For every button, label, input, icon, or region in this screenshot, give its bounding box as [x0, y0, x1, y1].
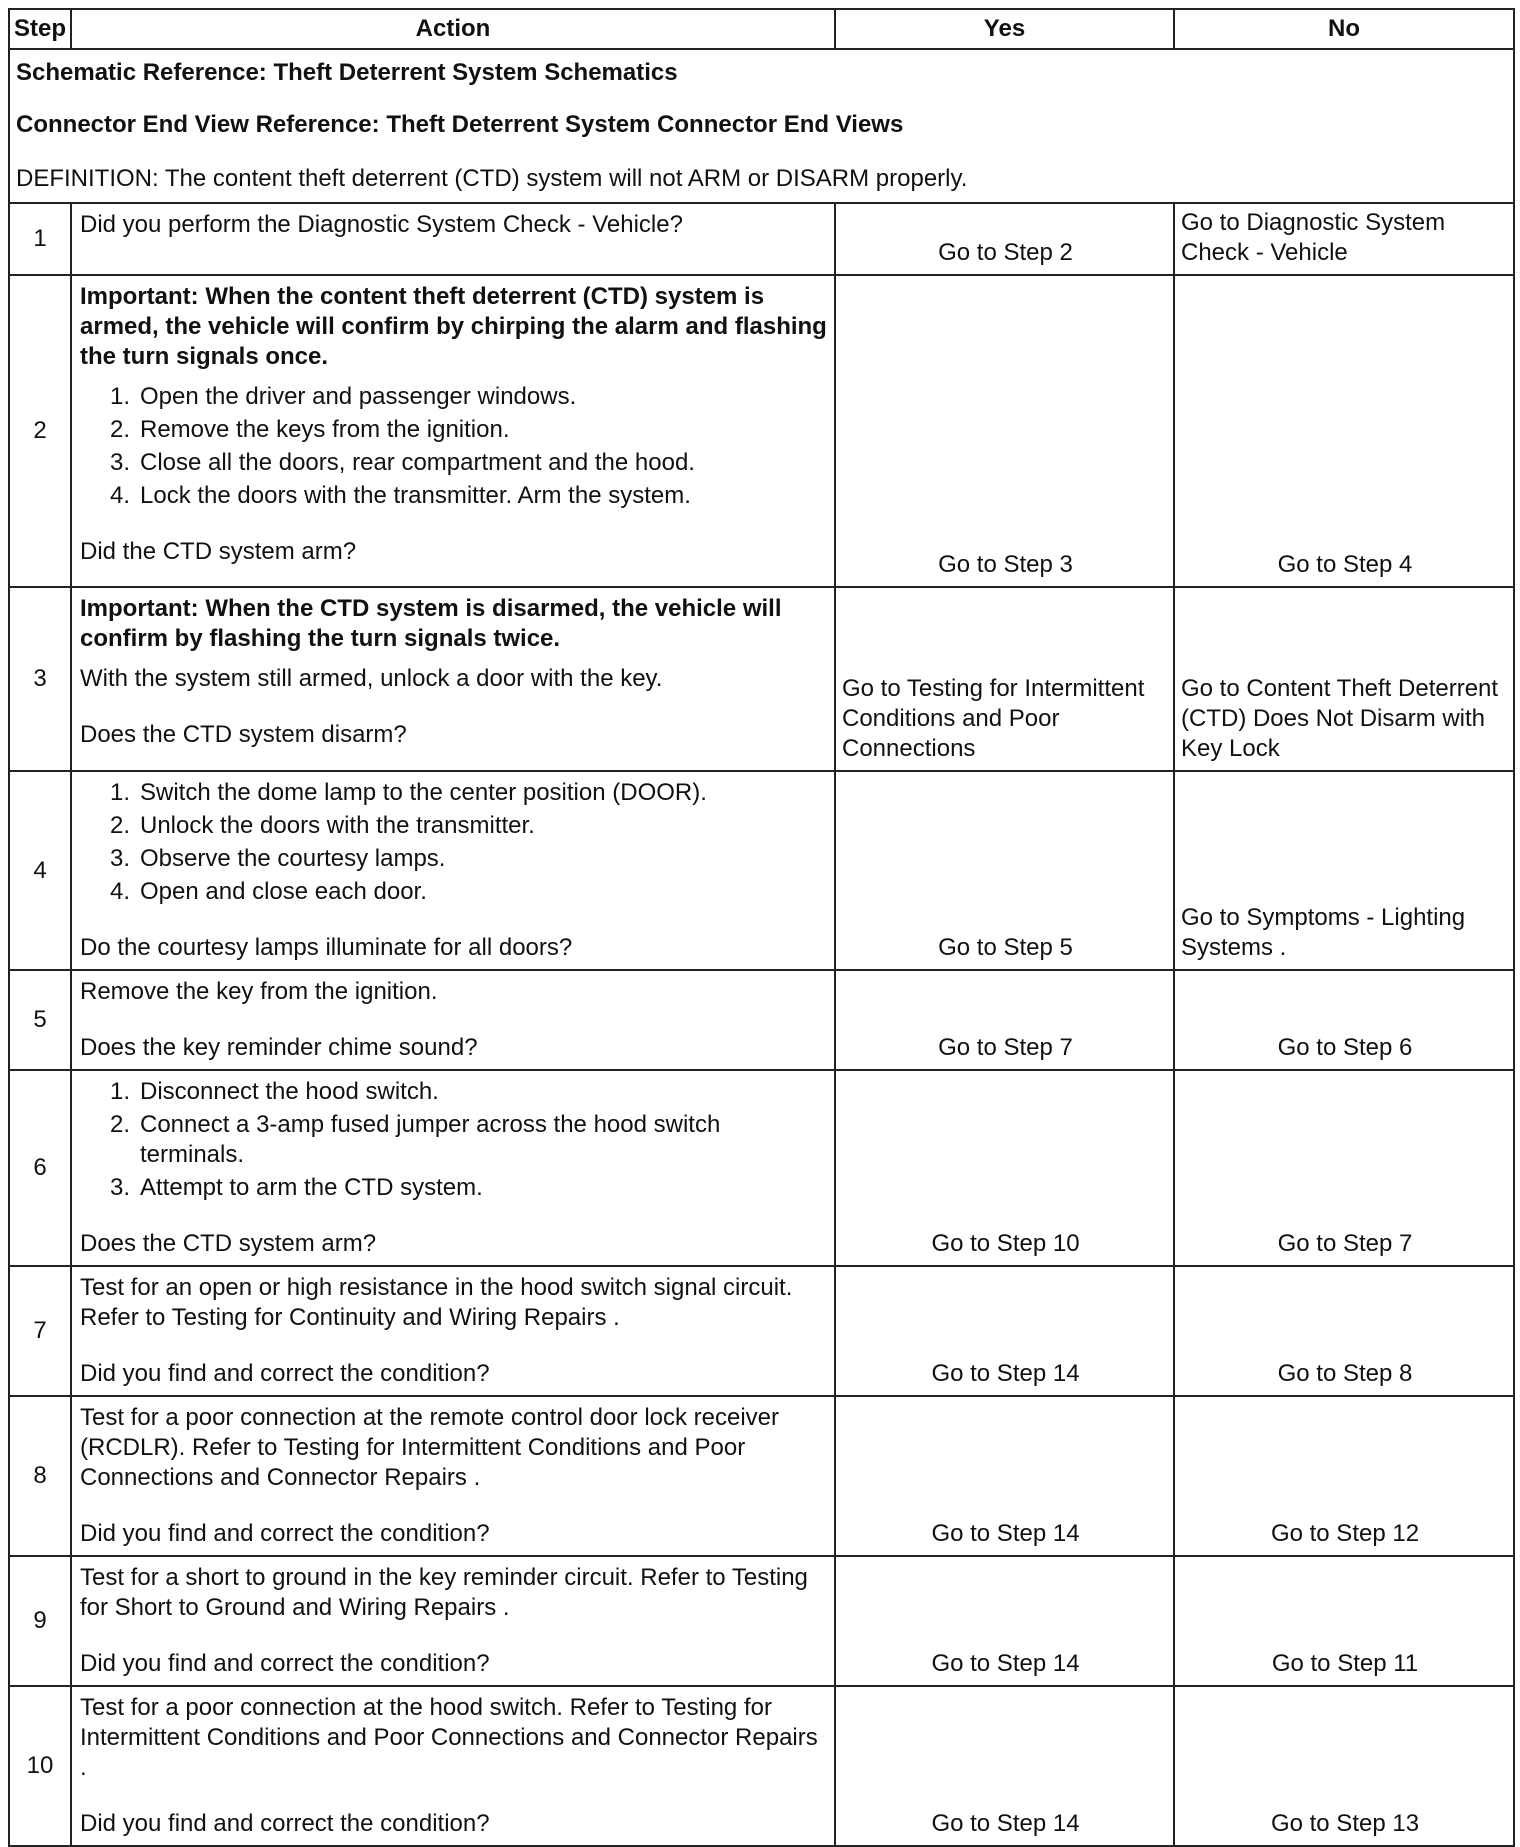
- yes-link[interactable]: Go to Step 7: [938, 1034, 1073, 1061]
- schematic-reference: Schematic Reference: Theft Deterrent System Schematics: [16, 59, 678, 86]
- step-question: Did you find and correct the condition?: [80, 1650, 490, 1677]
- no-link[interactable]: Go to Step 12: [1270, 1520, 1420, 1547]
- step-question: Did you find and correct the condition?: [80, 1520, 490, 1547]
- action-text: Test for a short to ground in the key reminder circuit. Refer to Testing for Short to Ground and Wiring Repairs .: [80, 1564, 808, 1621]
- connector-reference: Connector End View Reference: Theft Deterrent System Connector End Views: [16, 111, 904, 138]
- action-text: Test for a poor connection at the remote control door lock receiver (RCDLR). Refer to Testing for Intermittent Conditions and Poor Connections and Connector Repairs .: [80, 1404, 780, 1491]
- no-cell: [1174, 1686, 1514, 1846]
- yes-link[interactable]: Go to Step 5: [938, 934, 1073, 961]
- info-row: [9, 49, 1514, 203]
- yes-cell: [835, 203, 1174, 275]
- yes-cell: [835, 771, 1174, 970]
- instruction-text: Attempt to arm the CTD system.: [140, 1174, 483, 1201]
- instruction-text: Open the driver and passenger windows.: [140, 383, 577, 410]
- instruction-list: [80, 382, 828, 511]
- yes-cell: [835, 1070, 1174, 1266]
- no-cell: [1174, 275, 1514, 587]
- table-row: [9, 1396, 1514, 1556]
- table-row: [9, 771, 1514, 970]
- important-note: Important: When the content theft deterrent (CTD) system is armed, the vehicle will confirm by chirping the alarm and flashing the turn signals once.: [80, 283, 827, 370]
- step-number: 7: [9, 1266, 71, 1396]
- action-cell: [71, 1686, 835, 1846]
- instruction-text: Close all the doors, rear compartment and the hood.: [140, 449, 695, 476]
- no-cell: [1174, 587, 1514, 771]
- header-no: No: [1174, 9, 1514, 49]
- table-row: [9, 203, 1514, 275]
- step-number: 2: [9, 275, 71, 587]
- yes-link[interactable]: Go to Step 14: [931, 1650, 1080, 1677]
- instruction-item: 3. Attempt to arm the CTD system.: [80, 1173, 828, 1203]
- yes-link[interactable]: Go to Step 2: [938, 239, 1073, 266]
- important-note: Important: When the CTD system is disarmed, the vehicle will confirm by flashing the turn signals twice.: [80, 595, 782, 652]
- header-row: [9, 9, 1514, 49]
- instruction-text: Lock the doors with the transmitter. Arm the system.: [140, 482, 691, 509]
- instruction-item: 4. Open and close each door.: [80, 877, 828, 907]
- no-link[interactable]: Go to Step 6: [1277, 1034, 1413, 1061]
- no-link[interactable]: Go to Symptoms - Lighting Systems .: [1181, 904, 1466, 961]
- action-text: Remove the key from the ignition.: [80, 978, 438, 1005]
- no-link[interactable]: Go to Step 4: [1277, 551, 1413, 578]
- action-text: Test for a poor connection at the hood switch. Refer to Testing for Intermittent Conditions and Poor Connections and Connector Repairs .: [80, 1694, 818, 1781]
- yes-cell: [835, 970, 1174, 1070]
- no-cell: [1174, 1070, 1514, 1266]
- yes-cell: [835, 1266, 1174, 1396]
- instruction-item: 2. Connect a 3-amp fused jumper across the hood switch terminals.: [80, 1110, 828, 1170]
- step-question: Does the CTD system disarm?: [80, 721, 407, 748]
- instruction-list: [80, 778, 828, 907]
- header-action: Action: [71, 9, 835, 49]
- yes-cell: [835, 1396, 1174, 1556]
- no-cell: [1174, 1266, 1514, 1396]
- step-number: 4: [9, 771, 71, 970]
- instruction-item: 1. Open the driver and passenger windows.: [80, 382, 828, 412]
- yes-link[interactable]: Go to Testing for Intermittent Conditions and Poor Connections: [842, 675, 1145, 762]
- step-number: 9: [9, 1556, 71, 1686]
- no-cell: [1174, 970, 1514, 1070]
- yes-link[interactable]: Go to Step 14: [931, 1520, 1080, 1547]
- action-cell: [71, 587, 835, 771]
- instruction-text: Switch the dome lamp to the center position (DOOR).: [140, 779, 707, 806]
- step-question: Did you perform the Diagnostic System Check - Vehicle?: [80, 211, 683, 238]
- no-link[interactable]: Go to Step 8: [1277, 1360, 1413, 1387]
- step-number: 3: [9, 587, 71, 771]
- no-cell: [1174, 1556, 1514, 1686]
- yes-cell: [835, 275, 1174, 587]
- step-number: 1: [9, 203, 71, 275]
- yes-cell: [835, 1686, 1174, 1846]
- instruction-item: 3. Close all the doors, rear compartment and the hood.: [80, 448, 828, 478]
- no-link[interactable]: Go to Step 7: [1277, 1230, 1413, 1257]
- no-cell: [1174, 771, 1514, 970]
- header-step: Step: [9, 9, 71, 49]
- yes-link[interactable]: Go to Step 3: [938, 551, 1073, 578]
- instruction-item: 1. Switch the dome lamp to the center position (DOOR).: [80, 778, 828, 808]
- table-row: [9, 1070, 1514, 1266]
- step-number: 8: [9, 1396, 71, 1556]
- action-cell: [71, 1396, 835, 1556]
- step-number: 6: [9, 1070, 71, 1266]
- action-cell: [71, 1266, 835, 1396]
- instruction-item: 2. Remove the keys from the ignition.: [80, 415, 828, 445]
- diagnostic-table: [8, 8, 1515, 1847]
- action-cell: [71, 275, 835, 587]
- instruction-item: 4. Lock the doors with the transmitter. Arm the system.: [80, 481, 828, 511]
- action-cell: [71, 1070, 835, 1266]
- yes-link[interactable]: Go to Step 14: [931, 1360, 1080, 1387]
- instruction-text: Open and close each door.: [140, 878, 427, 905]
- instruction-text: Remove the keys from the ignition.: [140, 416, 510, 443]
- header-yes: Yes: [835, 9, 1174, 49]
- action-cell: [71, 970, 835, 1070]
- action-text: Test for an open or high resistance in the hood switch signal circuit. Refer to Testing for Continuity and Wiring Repairs .: [80, 1274, 793, 1331]
- action-cell: [71, 771, 835, 970]
- step-question: Does the key reminder chime sound?: [80, 1034, 478, 1061]
- instruction-text: Connect a 3-amp fused jumper across the hood switch terminals.: [140, 1111, 721, 1168]
- instruction-list: [80, 1077, 828, 1203]
- no-cell: [1174, 203, 1514, 275]
- instruction-text: Observe the courtesy lamps.: [140, 845, 446, 872]
- step-question: Does the CTD system arm?: [80, 1230, 377, 1257]
- table-row: [9, 1556, 1514, 1686]
- step-number: 10: [9, 1686, 71, 1846]
- step-question: Did you find and correct the condition?: [80, 1360, 490, 1387]
- action-text: With the system still armed, unlock a door with the key.: [80, 665, 663, 692]
- table-row: [9, 1686, 1514, 1846]
- table-row: [9, 275, 1514, 587]
- table-row: [9, 970, 1514, 1070]
- yes-link[interactable]: Go to Step 10: [931, 1230, 1080, 1257]
- no-link[interactable]: Go to Step 13: [1270, 1810, 1420, 1837]
- action-cell: [71, 203, 835, 275]
- step-question: Did you find and correct the condition?: [80, 1810, 490, 1837]
- no-link[interactable]: Go to Content Theft Deterrent (CTD) Does Not Disarm with Key Lock: [1181, 675, 1499, 762]
- step-number: 5: [9, 970, 71, 1070]
- table-row: [9, 587, 1514, 771]
- yes-cell: [835, 587, 1174, 771]
- yes-cell: [835, 1556, 1174, 1686]
- step-question: Did the CTD system arm?: [80, 538, 357, 565]
- info-cell: [9, 49, 1514, 203]
- step-question: Do the courtesy lamps illuminate for all doors?: [80, 934, 573, 961]
- table-row: [9, 1266, 1514, 1396]
- action-cell: [71, 1556, 835, 1686]
- instruction-item: 2. Unlock the doors with the transmitter.: [80, 811, 828, 841]
- no-link[interactable]: Go to Step 11: [1271, 1650, 1419, 1677]
- instruction-item: 1. Disconnect the hood switch.: [80, 1077, 828, 1107]
- yes-link[interactable]: Go to Step 14: [931, 1810, 1080, 1837]
- no-cell: [1174, 1396, 1514, 1556]
- no-link[interactable]: Go to Diagnostic System Check - Vehicle: [1181, 209, 1446, 266]
- instruction-text: Unlock the doors with the transmitter.: [140, 812, 535, 839]
- instruction-item: 3. Observe the courtesy lamps.: [80, 844, 828, 874]
- definition: DEFINITION: The content theft deterrent (CTD) system will not ARM or DISARM properly.: [16, 165, 968, 192]
- instruction-text: Disconnect the hood switch.: [140, 1078, 439, 1105]
